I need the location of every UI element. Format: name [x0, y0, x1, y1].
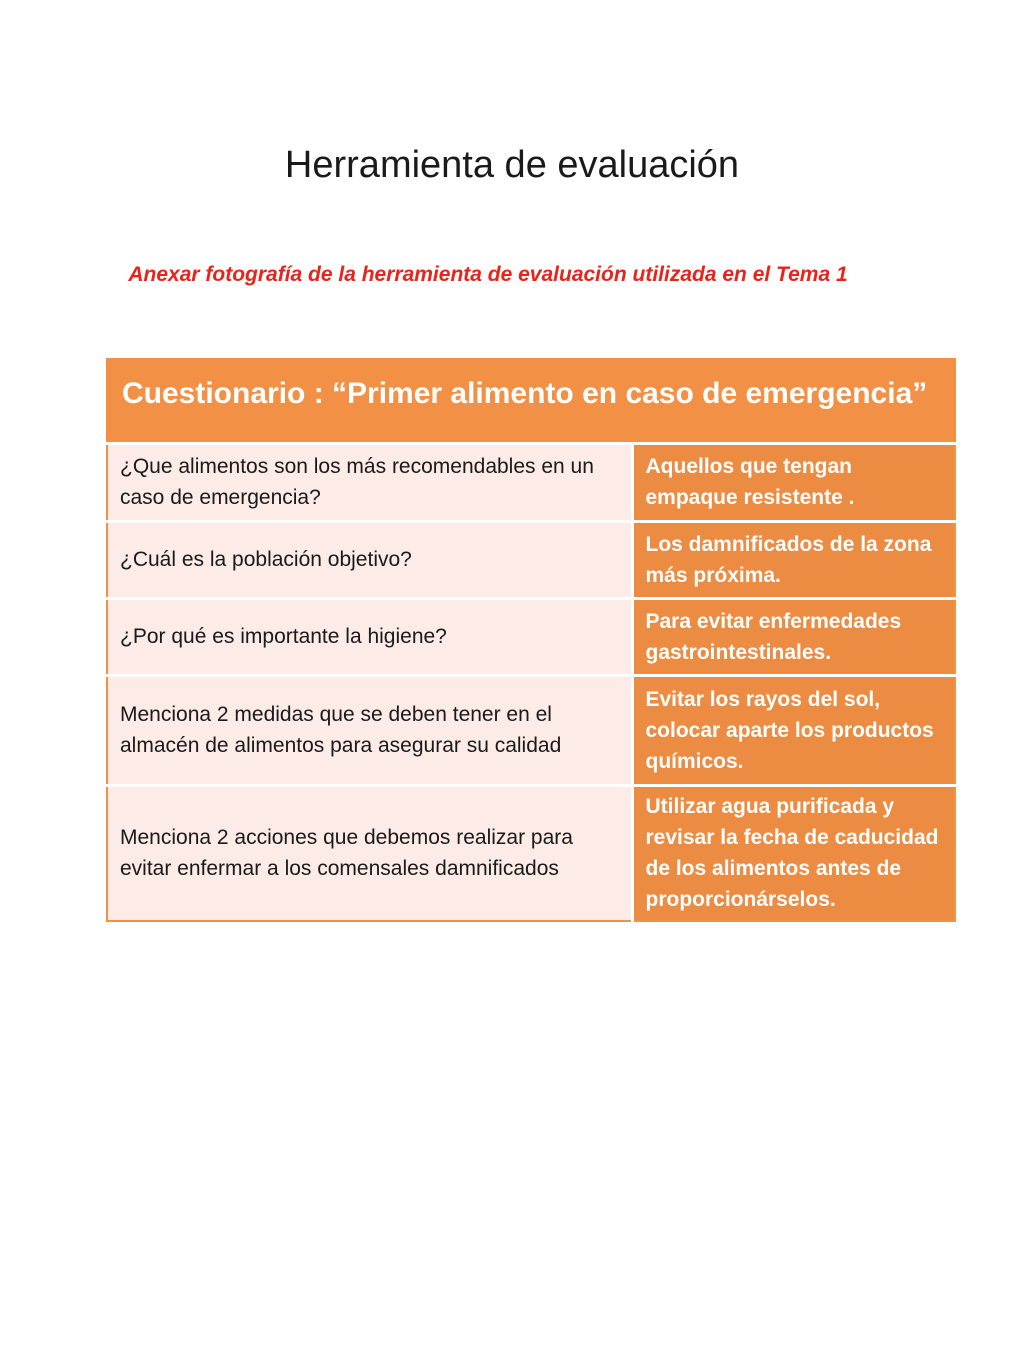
instruction-text: Anexar fotografía de la herramienta de evaluación utilizada en el Tema 1 [128, 263, 848, 286]
question-cell: ¿Cuál es la población objetivo? [107, 521, 632, 598]
questionnaire-heading: Cuestionario : “Primer alimento en caso de emergencia” [107, 359, 955, 443]
questionnaire-table [106, 358, 956, 922]
answer-cell: Evitar los rayos del sol, colocar aparte los productos químicos. [632, 675, 955, 785]
question-cell: ¿Por qué es importante la higiene? [107, 598, 632, 675]
answer-cell: Aquellos que tengan empaque resistente . [632, 443, 955, 521]
answer-cell: Para evitar enfermedades gastrointestinales. [632, 598, 955, 675]
answer-cell: Utilizar agua purificada y revisar la fecha de caducidad de los alimentos antes de proporcionárselos. [632, 785, 955, 921]
answer-cell: Los damnificados de la zona más próxima. [632, 521, 955, 598]
table-row [107, 675, 955, 785]
page-title: Herramienta de evaluación [284, 144, 740, 186]
table-row [107, 443, 955, 521]
question-cell: ¿Que alimentos son los más recomendables en un caso de emergencia? [107, 443, 632, 521]
table-header-row [107, 359, 955, 443]
table-row [107, 785, 955, 921]
table-row [107, 598, 955, 675]
table-row [107, 521, 955, 598]
question-cell: Menciona 2 medidas que se deben tener en el almacén de alimentos para asegurar su calidad [107, 675, 632, 785]
question-cell: Menciona 2 acciones que debemos realizar para evitar enfermar a los comensales damnificados [107, 785, 632, 921]
